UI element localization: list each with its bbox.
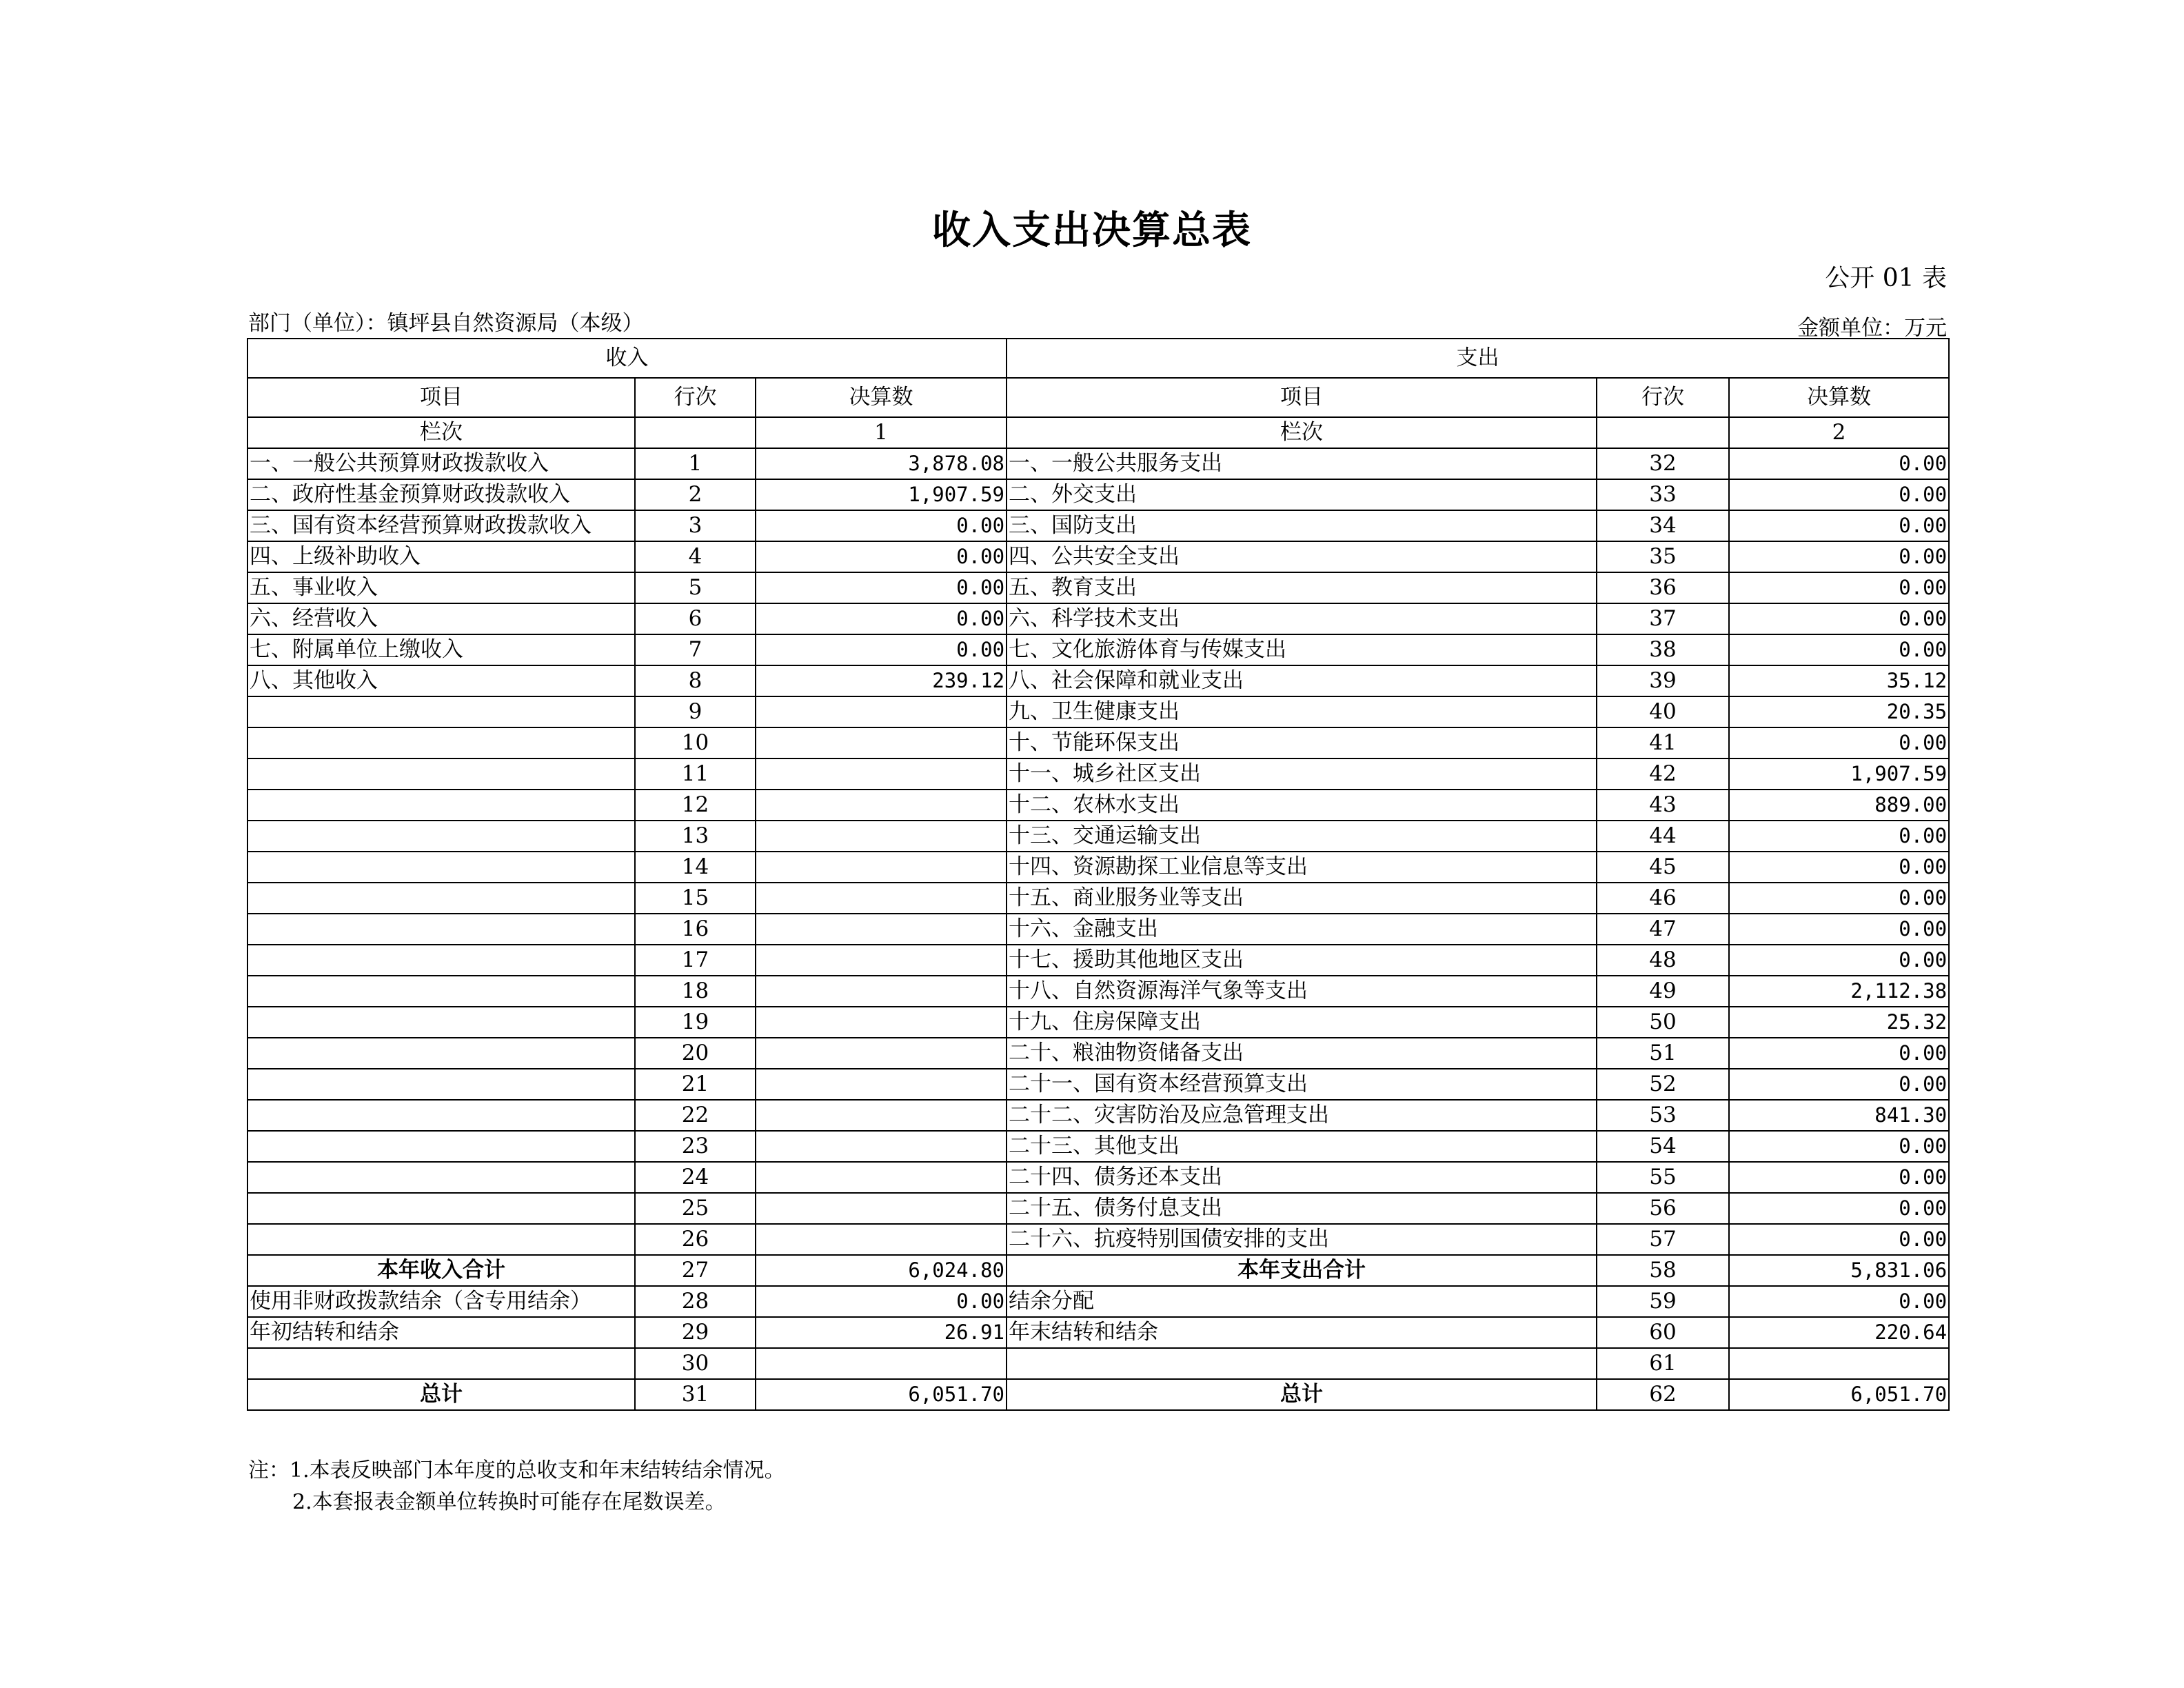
expense-item-cell (1007, 1348, 1597, 1379)
income-item-cell (247, 758, 635, 790)
income-row-no-cell: 22 (635, 1100, 756, 1131)
expense-amount-cell: 0.00 (1729, 1069, 1949, 1100)
expense-row-no-cell: 49 (1597, 976, 1729, 1007)
income-amount-header: 决算数 (756, 378, 1007, 417)
income-row-no-cell: 12 (635, 790, 756, 821)
income-row-no-cell: 16 (635, 914, 756, 945)
expense-row-no-cell: 57 (1597, 1224, 1729, 1255)
expense-item-cell: 十三、交通运输支出 (1007, 821, 1597, 852)
expense-item-cell: 二十一、国有资本经营预算支出 (1007, 1069, 1597, 1100)
income-amount-cell (756, 790, 1007, 821)
expense-item-cell: 本年支出合计 (1007, 1255, 1597, 1286)
expense-row-no-cell: 35 (1597, 541, 1729, 572)
expense-item-cell: 十四、资源勘探工业信息等支出 (1007, 852, 1597, 883)
table-row (247, 1100, 1949, 1131)
expense-item-cell: 三、国防支出 (1007, 510, 1597, 541)
table-body (247, 339, 1949, 1410)
table-row (247, 510, 1949, 541)
income-column-number: 1 (756, 417, 1007, 448)
income-row-no-cell: 24 (635, 1162, 756, 1193)
header-row-columns (247, 378, 1949, 417)
table-row (247, 1255, 1949, 1286)
expense-item-cell: 总计 (1007, 1379, 1597, 1410)
expense-row-no-cell: 46 (1597, 883, 1729, 914)
form-code: 公开 01 表 (1825, 264, 1947, 292)
income-amount-cell: 0.00 (756, 634, 1007, 665)
income-row-no-cell: 15 (635, 883, 756, 914)
expense-row-no-cell: 51 (1597, 1038, 1729, 1069)
income-row-no-cell: 20 (635, 1038, 756, 1069)
income-row-no-cell: 5 (635, 572, 756, 603)
expense-row-no-cell: 40 (1597, 696, 1729, 727)
income-item-cell (247, 883, 635, 914)
expense-item-cell: 十、节能环保支出 (1007, 727, 1597, 758)
income-amount-cell: 0.00 (756, 603, 1007, 634)
income-amount-cell (756, 1069, 1007, 1100)
expense-amount-cell: 0.00 (1729, 603, 1949, 634)
table-row (247, 1224, 1949, 1255)
income-row-no-cell: 11 (635, 758, 756, 790)
income-row-no-cell: 13 (635, 821, 756, 852)
table-row (247, 572, 1949, 603)
income-row-no-cell: 1 (635, 448, 756, 479)
income-row-no-cell: 10 (635, 727, 756, 758)
expense-amount-cell: 0.00 (1729, 448, 1949, 479)
income-row-no-cell: 31 (635, 1379, 756, 1410)
income-item-cell: 六、经营收入 (247, 603, 635, 634)
income-amount-cell (756, 1038, 1007, 1069)
income-amount-cell (756, 727, 1007, 758)
table-row (247, 603, 1949, 634)
income-row-no-cell: 19 (635, 1007, 756, 1038)
income-row-no-cell: 4 (635, 541, 756, 572)
income-amount-cell: 1,907.59 (756, 479, 1007, 510)
expense-row-no-cell: 44 (1597, 821, 1729, 852)
income-row-no-cell: 21 (635, 1069, 756, 1100)
expense-row-no-cell: 60 (1597, 1317, 1729, 1348)
expense-column-label: 栏次 (1007, 417, 1597, 448)
expense-amount-cell: 0.00 (1729, 1038, 1949, 1069)
income-amount-cell (756, 1007, 1007, 1038)
expense-item-cell: 五、教育支出 (1007, 572, 1597, 603)
expense-item-cell: 十八、自然资源海洋气象等支出 (1007, 976, 1597, 1007)
expense-amount-cell: 0.00 (1729, 634, 1949, 665)
amount-unit: 金额单位：万元 (1797, 316, 1947, 341)
table-row (247, 727, 1949, 758)
column-number-row (247, 417, 1949, 448)
income-amount-cell (756, 976, 1007, 1007)
expense-item-cell: 二十、粮油物资储备支出 (1007, 1038, 1597, 1069)
expense-row-no-cell: 55 (1597, 1162, 1729, 1193)
income-item-cell (247, 727, 635, 758)
income-item-cell (247, 821, 635, 852)
expense-item-cell: 二十四、债务还本支出 (1007, 1162, 1597, 1193)
expense-item-cell: 八、社会保障和就业支出 (1007, 665, 1597, 696)
income-item-cell: 二、政府性基金预算财政拨款收入 (247, 479, 635, 510)
income-item-cell (247, 696, 635, 727)
income-row-no-cell: 27 (635, 1255, 756, 1286)
income-row-no-cell: 2 (635, 479, 756, 510)
table-row (247, 665, 1949, 696)
table-row (247, 1162, 1949, 1193)
income-column-blank (635, 417, 756, 448)
expense-row-no-cell: 38 (1597, 634, 1729, 665)
expense-amount-cell (1729, 1348, 1949, 1379)
expense-amount-cell: 0.00 (1729, 1224, 1949, 1255)
table-row (247, 1379, 1949, 1410)
expense-item-cell: 十二、农林水支出 (1007, 790, 1597, 821)
expense-item-cell: 年末结转和结余 (1007, 1317, 1597, 1348)
expense-item-cell: 十一、城乡社区支出 (1007, 758, 1597, 790)
department-label: 部门（单位）：镇坪县自然资源局（本级） (248, 311, 644, 336)
income-item-cell (247, 1193, 635, 1224)
table-row (247, 448, 1949, 479)
expense-item-cell: 二、外交支出 (1007, 479, 1597, 510)
page-title: 收入支出决算总表 (932, 208, 1252, 253)
expense-section-header: 支出 (1007, 339, 1949, 378)
income-item-cell (247, 1348, 635, 1379)
table-row (247, 1069, 1949, 1100)
table-row (247, 852, 1949, 883)
expense-amount-cell: 220.64 (1729, 1317, 1949, 1348)
expense-item-cell: 十六、金融支出 (1007, 914, 1597, 945)
table-row (247, 634, 1949, 665)
income-row-no-cell: 18 (635, 976, 756, 1007)
expense-column-number: 2 (1729, 417, 1949, 448)
income-amount-cell (756, 1131, 1007, 1162)
income-amount-cell (756, 883, 1007, 914)
income-item-cell (247, 1100, 635, 1131)
expense-row-no-cell: 52 (1597, 1069, 1729, 1100)
expense-item-cell: 十七、援助其他地区支出 (1007, 945, 1597, 976)
income-row-no-cell: 30 (635, 1348, 756, 1379)
expense-row-no-cell: 53 (1597, 1100, 1729, 1131)
expense-amount-cell: 20.35 (1729, 696, 1949, 727)
income-item-cell: 本年收入合计 (247, 1255, 635, 1286)
expense-item-cell: 七、文化旅游体育与传媒支出 (1007, 634, 1597, 665)
income-item-cell (247, 1007, 635, 1038)
income-item-cell (247, 945, 635, 976)
expense-amount-cell: 0.00 (1729, 1131, 1949, 1162)
expense-amount-cell: 0.00 (1729, 852, 1949, 883)
expense-row-no-cell: 62 (1597, 1379, 1729, 1410)
income-amount-cell (756, 696, 1007, 727)
expense-amount-cell: 0.00 (1729, 945, 1949, 976)
table-row (247, 758, 1949, 790)
expense-column-blank (1597, 417, 1729, 448)
budget-table (247, 338, 1950, 1411)
table-row (247, 479, 1949, 510)
expense-amount-cell: 889.00 (1729, 790, 1949, 821)
expense-row-no-cell: 50 (1597, 1007, 1729, 1038)
expense-row-no-cell: 61 (1597, 1348, 1729, 1379)
income-item-cell (247, 1069, 635, 1100)
expense-amount-cell: 2,112.38 (1729, 976, 1949, 1007)
income-item-cell: 总计 (247, 1379, 635, 1410)
expense-item-cell: 结余分配 (1007, 1286, 1597, 1317)
income-row-no-cell: 7 (635, 634, 756, 665)
income-amount-cell (756, 1193, 1007, 1224)
expense-row-no-cell: 48 (1597, 945, 1729, 976)
expense-row-no-cell: 36 (1597, 572, 1729, 603)
expense-item-header: 项目 (1007, 378, 1597, 417)
expense-row-no-cell: 34 (1597, 510, 1729, 541)
income-amount-cell (756, 1162, 1007, 1193)
expense-row-no-cell: 37 (1597, 603, 1729, 634)
income-item-cell (247, 1038, 635, 1069)
expense-row-no-header: 行次 (1597, 378, 1729, 417)
income-item-cell: 八、其他收入 (247, 665, 635, 696)
income-item-cell: 使用非财政拨款结余（含专用结余） (247, 1286, 635, 1317)
table-row (247, 790, 1949, 821)
expense-row-no-cell: 47 (1597, 914, 1729, 945)
expense-amount-cell: 6,051.70 (1729, 1379, 1949, 1410)
table-row (247, 821, 1949, 852)
income-row-no-cell: 6 (635, 603, 756, 634)
expense-amount-cell: 0.00 (1729, 1193, 1949, 1224)
expense-amount-cell: 0.00 (1729, 914, 1949, 945)
expense-amount-cell: 0.00 (1729, 821, 1949, 852)
income-amount-cell: 0.00 (756, 572, 1007, 603)
income-amount-cell: 0.00 (756, 510, 1007, 541)
expense-amount-cell: 0.00 (1729, 1286, 1949, 1317)
income-amount-cell: 6,024.80 (756, 1255, 1007, 1286)
table-row (247, 1007, 1949, 1038)
income-amount-cell (756, 1348, 1007, 1379)
table-row (247, 976, 1949, 1007)
expense-item-cell: 十五、商业服务业等支出 (1007, 883, 1597, 914)
expense-item-cell: 一、一般公共服务支出 (1007, 448, 1597, 479)
income-amount-cell: 0.00 (756, 541, 1007, 572)
income-item-cell: 年初结转和结余 (247, 1317, 635, 1348)
income-amount-cell: 0.00 (756, 1286, 1007, 1317)
income-item-cell (247, 1224, 635, 1255)
expense-amount-cell: 841.30 (1729, 1100, 1949, 1131)
expense-amount-header: 决算数 (1729, 378, 1949, 417)
expense-item-cell: 四、公共安全支出 (1007, 541, 1597, 572)
expense-amount-cell: 25.32 (1729, 1007, 1949, 1038)
income-row-no-cell: 8 (635, 665, 756, 696)
table-row (247, 696, 1949, 727)
table-row (247, 541, 1949, 572)
expense-item-cell: 九、卫生健康支出 (1007, 696, 1597, 727)
income-item-cell (247, 1162, 635, 1193)
table-row (247, 883, 1949, 914)
income-item-cell (247, 1131, 635, 1162)
expense-amount-cell: 1,907.59 (1729, 758, 1949, 790)
expense-row-no-cell: 33 (1597, 479, 1729, 510)
expense-amount-cell: 0.00 (1729, 541, 1949, 572)
expense-row-no-cell: 32 (1597, 448, 1729, 479)
income-item-cell: 四、上级补助收入 (247, 541, 635, 572)
expense-item-cell: 二十二、灾害防治及应急管理支出 (1007, 1100, 1597, 1131)
income-row-no-cell: 28 (635, 1286, 756, 1317)
expense-amount-cell: 5,831.06 (1729, 1255, 1949, 1286)
table-row (247, 1131, 1949, 1162)
expense-amount-cell: 0.00 (1729, 479, 1949, 510)
table-row (247, 914, 1949, 945)
income-item-cell (247, 976, 635, 1007)
expense-amount-cell: 0.00 (1729, 510, 1949, 541)
income-row-no-cell: 3 (635, 510, 756, 541)
income-item-cell (247, 852, 635, 883)
income-item-cell: 三、国有资本经营预算财政拨款收入 (247, 510, 635, 541)
income-amount-cell (756, 821, 1007, 852)
income-amount-cell (756, 1224, 1007, 1255)
table-row (247, 1038, 1949, 1069)
income-amount-cell: 239.12 (756, 665, 1007, 696)
income-row-no-cell: 25 (635, 1193, 756, 1224)
income-row-no-cell: 17 (635, 945, 756, 976)
income-item-cell (247, 914, 635, 945)
expense-amount-cell: 0.00 (1729, 572, 1949, 603)
income-amount-cell (756, 1100, 1007, 1131)
income-amount-cell: 26.91 (756, 1317, 1007, 1348)
table-row (247, 1193, 1949, 1224)
footnote-2: 2.本套报表金额单位转换时可能存在尾数误差。 (292, 1490, 726, 1514)
income-row-no-cell: 26 (635, 1224, 756, 1255)
expense-amount-cell: 35.12 (1729, 665, 1949, 696)
income-row-no-cell: 23 (635, 1131, 756, 1162)
income-amount-cell (756, 758, 1007, 790)
table-row (247, 1317, 1949, 1348)
income-amount-cell: 3,878.08 (756, 448, 1007, 479)
income-item-cell: 七、附属单位上缴收入 (247, 634, 635, 665)
income-amount-cell (756, 852, 1007, 883)
table-row (247, 1286, 1949, 1317)
table-row (247, 945, 1949, 976)
expense-row-no-cell: 43 (1597, 790, 1729, 821)
income-row-no-header: 行次 (635, 378, 756, 417)
expense-item-cell: 十九、住房保障支出 (1007, 1007, 1597, 1038)
expense-item-cell: 二十六、抗疫特别国债安排的支出 (1007, 1224, 1597, 1255)
income-amount-cell: 6,051.70 (756, 1379, 1007, 1410)
expense-amount-cell: 0.00 (1729, 883, 1949, 914)
header-row-sections (247, 339, 1949, 378)
income-amount-cell (756, 914, 1007, 945)
expense-item-cell: 六、科学技术支出 (1007, 603, 1597, 634)
table-row (247, 1348, 1949, 1379)
income-column-label: 栏次 (247, 417, 635, 448)
expense-row-no-cell: 59 (1597, 1286, 1729, 1317)
income-row-no-cell: 9 (635, 696, 756, 727)
expense-row-no-cell: 39 (1597, 665, 1729, 696)
expense-row-no-cell: 54 (1597, 1131, 1729, 1162)
footnotes (248, 1455, 785, 1518)
income-row-no-cell: 29 (635, 1317, 756, 1348)
expense-amount-cell: 0.00 (1729, 1162, 1949, 1193)
income-item-cell: 一、一般公共预算财政拨款收入 (247, 448, 635, 479)
income-row-no-cell: 14 (635, 852, 756, 883)
expense-amount-cell: 0.00 (1729, 727, 1949, 758)
footnote-1: 注：1.本表反映部门本年度的总收支和年末结转结余情况。 (248, 1458, 785, 1483)
income-item-cell (247, 790, 635, 821)
income-item-header: 项目 (247, 378, 635, 417)
expense-item-cell: 二十五、债务付息支出 (1007, 1193, 1597, 1224)
income-section-header: 收入 (247, 339, 1007, 378)
expense-row-no-cell: 58 (1597, 1255, 1729, 1286)
income-item-cell: 五、事业收入 (247, 572, 635, 603)
income-amount-cell (756, 945, 1007, 976)
expense-row-no-cell: 41 (1597, 727, 1729, 758)
expense-item-cell: 二十三、其他支出 (1007, 1131, 1597, 1162)
expense-row-no-cell: 42 (1597, 758, 1729, 790)
expense-row-no-cell: 56 (1597, 1193, 1729, 1224)
expense-row-no-cell: 45 (1597, 852, 1729, 883)
